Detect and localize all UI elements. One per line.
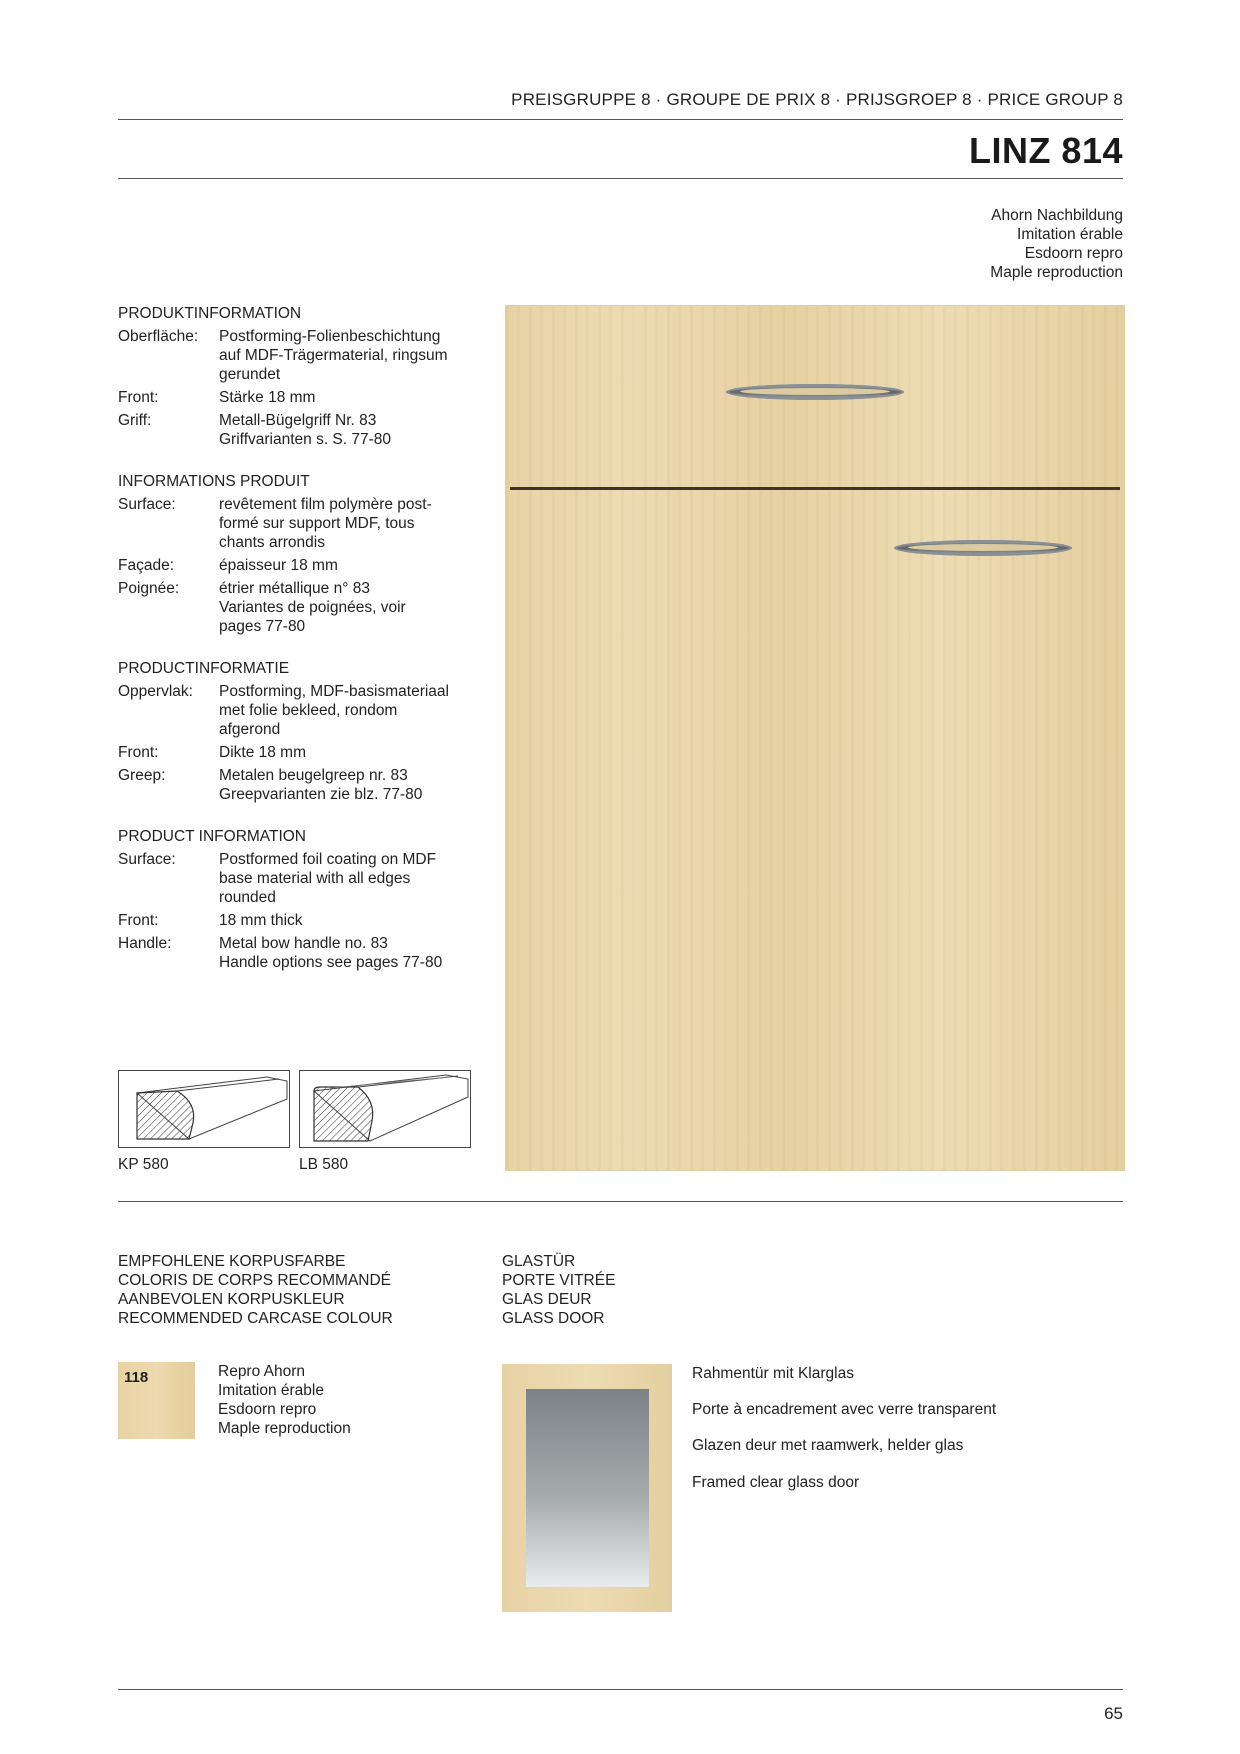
- info-value: étrier métallique n° 83 Variantes de poignées, voir pages 77-80: [219, 580, 406, 635]
- glass-heading-en: GLASS DOOR: [502, 1310, 605, 1327]
- carcase-heading-nl: AANBEVOLEN KORPUSKLEUR: [118, 1291, 345, 1308]
- carcase-colour-heading: [118, 1252, 393, 1328]
- edge-profile-illustration: [119, 1071, 289, 1147]
- glass-heading-fr: PORTE VITRÉE: [502, 1272, 616, 1289]
- glass-desc-de: Rahmentür mit Klarglas: [692, 1365, 854, 1382]
- info-row: [118, 495, 478, 552]
- info-value: Metal bow handle no. 83 Handle options see pages 77-80: [219, 935, 443, 971]
- carcase-colour-names: [218, 1362, 351, 1438]
- info-row: [118, 911, 478, 930]
- info-label: Front:: [118, 389, 159, 406]
- info-row: [118, 934, 478, 972]
- finish-name-nl: Esdoorn repro: [1024, 245, 1123, 262]
- info-label: Front:: [118, 912, 159, 929]
- product-info-fr: [118, 472, 478, 640]
- carcase-heading-fr: COLORIS DE CORPS RECOMMANDÉ: [118, 1272, 392, 1289]
- info-value: revêtement film polymère post- formé sur support MDF, tous chants arrondis: [219, 496, 432, 551]
- product-info-title: PRODUCT INFORMATION: [118, 828, 307, 845]
- info-row: [118, 327, 478, 384]
- title-divider: [118, 178, 1123, 179]
- info-label: Oberfläche:: [118, 328, 199, 345]
- carcase-heading-de: EMPFOHLENE KORPUSFARBE: [118, 1253, 346, 1270]
- carcase-name-nl: Esdoorn repro: [218, 1401, 317, 1418]
- product-info-de: [118, 304, 478, 453]
- info-label: Poignée:: [118, 580, 180, 597]
- carcase-colour-code: 118: [124, 1369, 149, 1386]
- glass-desc-fr: Porte à encadrement avec verre transparent: [692, 1401, 997, 1418]
- page-number: 65: [1104, 1704, 1123, 1723]
- info-row: [118, 766, 478, 804]
- carcase-name-fr: Imitation érable: [218, 1382, 324, 1399]
- info-label: Front:: [118, 744, 159, 761]
- info-row: [118, 556, 478, 575]
- info-row: [118, 388, 478, 407]
- glass-desc-en: Framed clear glass door: [692, 1474, 860, 1491]
- drawer-handle: [726, 384, 904, 400]
- profile-label-kp580: KP 580: [118, 1156, 169, 1173]
- info-row: [118, 579, 478, 636]
- info-value: Dikte 18 mm: [219, 744, 306, 761]
- info-value: Postformed foil coating on MDF base material with all edges rounded: [219, 851, 437, 906]
- glass-desc-nl: Glazen deur met raamwerk, helder glas: [692, 1437, 964, 1454]
- door-front-photo: [506, 306, 1124, 1170]
- edge-profile-illustration: [300, 1071, 470, 1147]
- finish-name-fr: Imitation érable: [1017, 226, 1123, 243]
- profile-label-lb580: LB 580: [299, 1156, 349, 1173]
- glass-pane: [526, 1389, 649, 1587]
- glass-door-heading: [502, 1252, 615, 1328]
- header-divider: [118, 119, 1123, 120]
- info-row: [118, 411, 478, 449]
- section-divider: [118, 1201, 1123, 1202]
- info-row: [118, 682, 478, 739]
- price-group-heading: PREISGRUPPE 8 · GROUPE DE PRIX 8 · PRIJSGROEP 8 · PRICE GROUP 8: [511, 90, 1123, 109]
- profile-drawing-kp580: [118, 1070, 290, 1148]
- product-info-title: PRODUCTINFORMATIE: [118, 660, 290, 677]
- carcase-name-de: Repro Ahorn: [218, 1363, 306, 1380]
- finish-name-en: Maple reproduction: [990, 264, 1123, 281]
- info-label: Greep:: [118, 767, 166, 784]
- info-value: Stärke 18 mm: [219, 389, 316, 406]
- info-label: Surface:: [118, 496, 176, 513]
- door-handle: [894, 540, 1072, 556]
- info-row: [118, 850, 478, 907]
- product-info-title: PRODUKTINFORMATION: [118, 305, 302, 322]
- drawer-gap-line: [510, 487, 1120, 490]
- carcase-name-en: Maple reproduction: [218, 1420, 351, 1437]
- info-value: 18 mm thick: [219, 912, 303, 929]
- finish-names: [990, 206, 1123, 282]
- info-label: Griff:: [118, 412, 152, 429]
- info-label: Oppervlak:: [118, 683, 193, 700]
- footer-divider: [118, 1689, 1123, 1690]
- model-title: LINZ 814: [968, 130, 1123, 171]
- carcase-heading-en: RECOMMENDED CARCASE COLOUR: [118, 1310, 393, 1327]
- info-label: Handle:: [118, 935, 172, 952]
- product-info-title: INFORMATIONS PRODUIT: [118, 473, 310, 490]
- info-value: Metalen beugelgreep nr. 83 Greepvarianten zie blz. 77-80: [219, 767, 423, 803]
- info-label: Surface:: [118, 851, 176, 868]
- product-info-en: [118, 827, 478, 976]
- finish-name-de: Ahorn Nachbildung: [991, 207, 1123, 224]
- profile-drawing-lb580: [299, 1070, 471, 1148]
- glass-heading-de: GLASTÜR: [502, 1253, 576, 1270]
- info-value: Postforming-Folienbeschichtung auf MDF-Trägermaterial, ringsum gerundet: [219, 328, 448, 383]
- info-value: Postforming, MDF-basismateriaal met folie bekleed, rondom afgerond: [219, 683, 449, 738]
- product-info-nl: [118, 659, 478, 808]
- info-row: [118, 743, 478, 762]
- info-label: Façade:: [118, 557, 175, 574]
- info-value: épaisseur 18 mm: [219, 557, 338, 574]
- info-value: Metall-Bügelgriff Nr. 83 Griffvarianten s. S. 77-80: [219, 412, 392, 448]
- glass-heading-nl: GLAS DEUR: [502, 1291, 592, 1308]
